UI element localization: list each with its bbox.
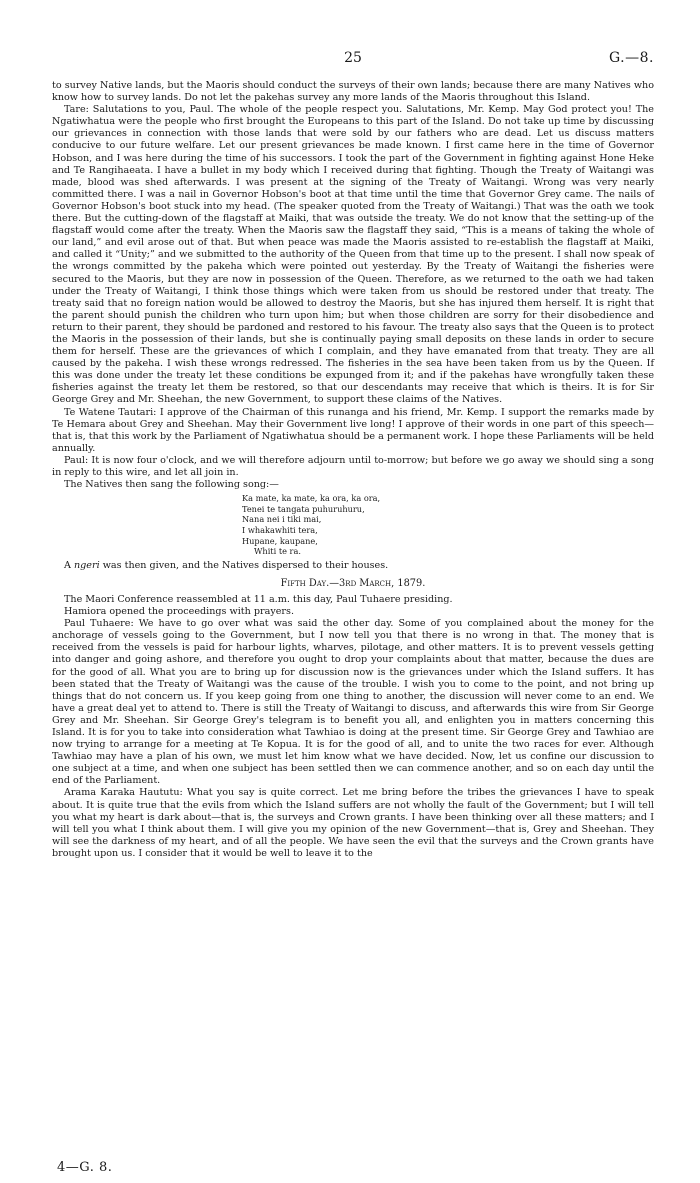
- page-number: 25: [344, 50, 362, 66]
- song-line: Ka mate, ka mate, ka ora, ka ora,: [242, 493, 381, 504]
- song-line: Hupane, kaupane,: [242, 535, 318, 546]
- song-line: Whiti te ra.: [254, 546, 301, 557]
- paragraph-paul-adjourn: Paul: It is now four o'clock, and we will therefore adjourn until to-morrow; but before we go away we should sing a song in reply to this wire, and let all join in.: [52, 454, 654, 478]
- document-reference: G.—8.: [609, 50, 654, 66]
- paragraph-ngeri: [52, 560, 654, 572]
- song-line: Nana nei i tiki mai,: [242, 514, 322, 525]
- paragraph-reassembled: The Maori Conference reassembled at 11 a.m. this day, Paul Tuhaere presiding.: [64, 593, 453, 605]
- song-line: Tenei te tangata puhuruhuru,: [242, 503, 365, 514]
- song-verse: [242, 493, 654, 557]
- paragraph-arama-karaka: Arama Karaka Haututu: What you say is quite correct. Let me bring before the tribes the grievances I have to speak about. It is quite true that the evils from which the Island suffers are not wholly the fault of the Government; but I will tell you what my heart is dark about—that is, the surveys and Crown grants. I have been thinking over all these matters; and I will tell you what I think about them. I will give you my opinion of the new Government—that is, Grey and Sheehan. They will see the darkness of my heart, and of all the people. We have seen the evil that the surveys and the Crown grants have brought upon us. I consider that it would be well to leave it to the: [52, 787, 654, 859]
- ngeri-italic: ngeri: [73, 559, 100, 571]
- paragraph-continued: to survey Native lands, but the Maoris should conduct the surveys of their own lands; because there are many Natives who know how to survey lands. Do not let the pakehas survey any more lands of the Maoris throughout this Island.: [52, 80, 654, 104]
- paragraph-song-intro: The Natives then sang the following song:—: [64, 479, 279, 491]
- ngeri-prefix: A: [64, 559, 74, 571]
- song-line: I whakawhiti tera,: [242, 524, 318, 535]
- signature-mark: 4—G. 8.: [57, 1160, 113, 1175]
- day-heading: Fifth Day.—3rd March, 1879.: [280, 577, 426, 589]
- paragraph-tare: Tare: Salutations to you, Paul. The whole of the people respect you. Salutations, Mr. Kemp. May God protect you! The Ngatiwhatua were the people who first brought the Europeans to this part of the Island. Do not take up time by discussing our grievances in connection with those lands that were sold by our fathers who are dead. Let us discuss matters conducive to our future welfare. Let our present grievances be made known. I first came here in the time of Governor Hobson, and I was here during the time of his successors. I took the part of the Government in fighting against Hone Heke and Te Rangihaeata. I have a bullet in my body which I received during that fighting. Though the Treaty of Waitangi was made, blood was shed afterwards. I was present at the signing of the Treaty of Waitangi. Wrong was very nearly committed there. I was a nail in Governor Hobson's boot at that time until the time that Governor Grey came. The nails of Governor Hobson's boot stuck into my head. (The speaker quoted from the Treaty of Waitangi.) That was the oath we took there. But the cutting-down of the flagstaff at Maiki, that was outside the treaty. We do not know that the setting-up of the flagstaff would come after the treaty. When the Maoris saw the flagstaff they said, “This is a means of taking the whole of our land,” and evil arose out of that. But when peace was made the Maoris assisted to re-establish the flagstaff at Maiki, and called it “Unity;” and we submitted to the authority of the Queen from that time up to the present. I shall now speak of the wrongs committed by the pakeha which were pointed out yesterday. By the Treaty of Waitangi the fisheries were secured to the Maoris, but they are now in possession of the Queen. Therefore, as we returned to the oath we had taken under the Treaty of Waitangi, I think those things which were taken from us should be restored under that treaty. The treaty said that no foreign nation would be allowed to destroy the Maoris, but she has injured them herself. It is right that the parent should punish the children who turn upon him; but when those children are sorry for their disobedience and return to their parent, they should be pardoned and restored to his favour. The treaty also says that the Queen is to protect the Maoris in the possession of their lands, but she is continually paying small deposits on these lands in order to secure them for herself. These are the grievances of which I complain, and they have emanated from that treaty. They are all caused by the pakeha. I wish these wrongs redressed. The fisheries in the sea have been taken from us by the Queen. If this was done under the treaty let these conditions be expunged from it; and if the pakehas have wrongfully taken these fisheries against the treaty let them be restored, so that our descendants may receive that which is theirs. It is for Sir George Grey and Mr. Sheehan, the new Government, to support these claims of the Natives.: [52, 104, 654, 406]
- paragraph-prayers: Hamiora opened the proceedings with prayers.: [64, 606, 294, 618]
- page-header: [52, 50, 654, 70]
- paragraph-paul-tuhaere: Paul Tuhaere: We have to go over what was said the other day. Some of you complained about the money for the anchorage of vessels going to the Government, but I now tell you that there is no wrong in that. The money that is received from the vessels is paid for harbour lights, wharves, pilotage, and other matters. It is to prevent vessels getting into danger and going ashore, and therefore you ought to drop your complaints about that matter, because the dues are for the good of all. What you are to bring up for discussion now is the grievances under which the Island suffers. It has been stated that the Treaty of Waitangi was the cause of the trouble. I wish you to come to the point, and not bring up things that do not concern us. If you keep going from one thing to another, the discussion will never come to an end. We have a great deal yet to attend to. There is still the Treaty of Waitangi to discuss, and afterwards this wire from Sir George Grey and Mr. Sheehan. Sir George Grey's telegram is to benefit you all, and enlighten you in matters concerning this Island. It is for you to take into consideration what Tawhiao is doing at the present time. Sir George Grey and Tawhiao are now trying to arrange for a meeting at Te Kopua. It is for the good of all, and to unite the two races for ever. Although Tawhiao may have a plan of his own, we must let him know what we have decided. Now, let us confine our discussion to one subject at a time, and when one subject has been settled then we can commence another, and so on each day until the end of the Parliament.: [52, 618, 654, 787]
- ngeri-suffix: was then given, and the Natives dispersed to their houses.: [99, 559, 389, 571]
- paragraph-te-watene-tautari: Te Watene Tautari: I approve of the Chairman of this runanga and his friend, Mr. Kemp. I support the remarks made by Te Hemara about Grey and Sheehan. May their Government live long! I approve of their words in one part of this speech—that is, that this work by the Parliament of Ngatiwhatua should be a permanent work. I hope these Parliaments will be held annually.: [52, 406, 654, 454]
- document-body: [52, 80, 654, 860]
